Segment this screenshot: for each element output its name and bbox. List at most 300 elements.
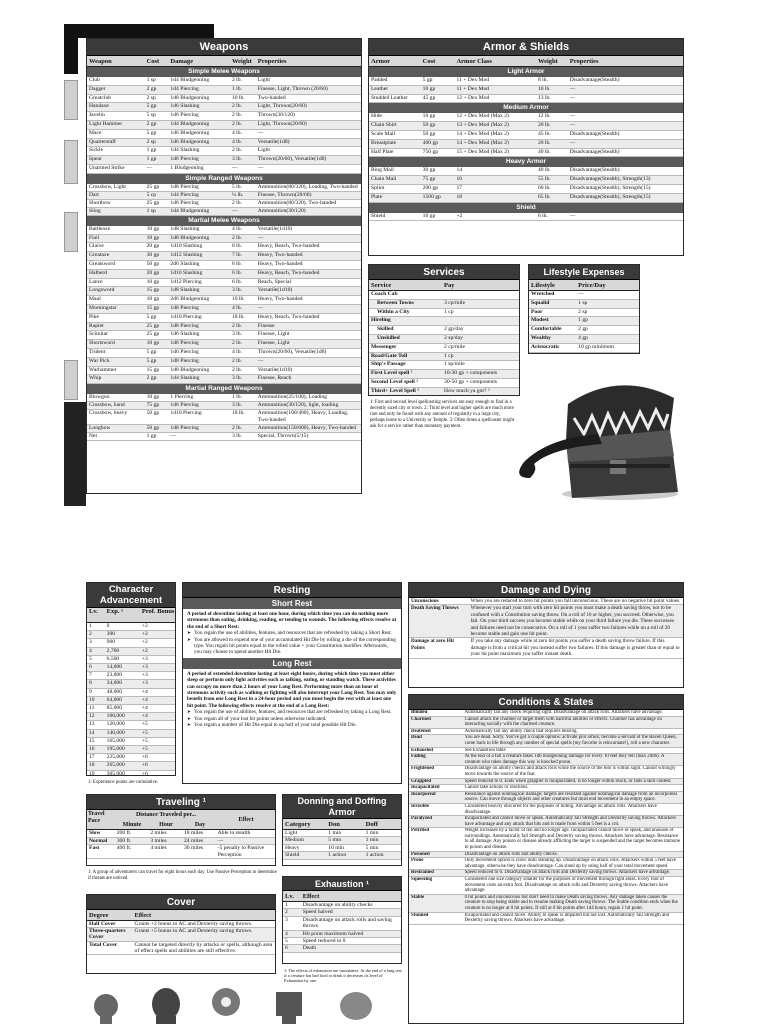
table-cell: Coach Cab	[371, 291, 398, 297]
table-cell: Skilled	[377, 326, 394, 333]
table-cell: 23,000	[106, 672, 123, 679]
table-cell: Grants +5 bonus to AC and Dexterity saving throws.	[134, 928, 253, 935]
table-cell: Dart	[89, 191, 99, 198]
table-cell: 15 + Dex Mod (Max 2)	[456, 148, 509, 155]
resting-title: Resting	[183, 583, 401, 598]
table-row	[409, 816, 683, 828]
services-title: Services	[369, 265, 519, 280]
table-cell: 2,700	[106, 647, 120, 654]
table-cell: Rapier	[89, 322, 104, 329]
table-cell: You are dead. Sorry. You've got a couple options: activate plot armor, become a servant of the Raven Queen, come back to life through any number of special spells (my favorite is reincarnate!), roll a new character.	[464, 735, 677, 746]
table-cell: Automatically fail any ability check that requires hearing.	[464, 728, 578, 734]
table-cell: Quarterstaff	[89, 138, 116, 145]
table-cell: —	[257, 234, 264, 241]
table-cell: Disadvantage(Stealth)	[569, 77, 620, 83]
table-cell: Ammunition(30/120), light, loading	[257, 402, 339, 409]
table-cell: 14 + Dex Mod (Max 2)	[456, 130, 509, 137]
table-cell: 1d6 Piercing	[170, 340, 199, 347]
exhaustion-table	[283, 902, 401, 953]
table-row	[87, 433, 361, 441]
minute-header: Minute	[122, 822, 142, 828]
table-cell: 1 lb.	[231, 394, 242, 401]
table-cell: —	[569, 85, 576, 92]
table-cell: 900	[106, 639, 116, 646]
table-cell: 1 cp	[444, 352, 454, 359]
table-cell: Disadvantage(Stealth), Strength(15)	[569, 184, 651, 191]
table-row	[87, 208, 361, 216]
column-header: Weight	[537, 58, 558, 65]
table-cell: 1d8 Piercing	[170, 425, 199, 432]
table-cell: Greatclub	[89, 94, 112, 101]
table-cell: 3 miles	[150, 837, 167, 844]
table-cell: 1d8 Bludgeoning	[170, 94, 210, 101]
table-cell: 5 gp	[422, 77, 433, 83]
column-header: Armor Class	[456, 58, 492, 65]
table-cell: 1d10 Piercing	[170, 313, 202, 320]
table-cell: 24 miles	[184, 837, 204, 844]
long-rest-intro: A period of extended downtime lasting at least eight hours, during which time you must either sleep or perform only light activities such as talking, eating, or standing watch. These activities can occupy no more than 2 hours of your Long Rest. Performing more than an hour of strenuous activity such as walking or fighting will also interrupt your Long Rest. You may only benefit from one Long Rest in a 24-hour period and you must begin the rest with at least one hit point. The following effects resolve at the end of a Long Rest:	[187, 670, 397, 709]
table-row	[369, 140, 683, 149]
table-cell: 2 sp/day	[444, 334, 463, 341]
table-cell: 100,000	[106, 713, 125, 720]
short-rest-item: ➤ You regain the use of abilities, features, and resources that are refreshed by taking a Short Rest.	[187, 630, 397, 636]
table-cell: 1d8 Slashing	[170, 225, 200, 232]
table-cell: 17	[89, 754, 95, 761]
donning-header	[283, 819, 401, 830]
table-row	[87, 664, 175, 672]
table-cell: Finesse, Light	[257, 340, 290, 347]
table-cell: 2 lb.	[231, 199, 242, 206]
table-row	[529, 309, 639, 318]
table-cell: 25 gp	[146, 322, 160, 329]
table-cell: Incapacitated and cannot move or speak. Automatically fail Strength and Dexterity saving throws. Attackers have advantage and any attack that hits and is made from within 5 feet is a crit.	[464, 816, 677, 827]
table-cell: 2 lb.	[231, 120, 242, 127]
table-cell: Comfortable	[531, 326, 562, 333]
table-cell: +2	[141, 631, 148, 638]
table-cell: 20 lb.	[537, 122, 551, 129]
table-cell: Thrown(30/120)	[257, 112, 295, 119]
table-cell: 50 gp	[422, 130, 436, 137]
table-cell: Unskilled	[377, 334, 400, 341]
table-cell: Versatile(1d10)	[257, 225, 293, 232]
table-row	[87, 165, 361, 174]
table-row	[87, 252, 361, 261]
table-cell: Light Hammer	[89, 120, 123, 127]
table-cell: 1 min	[365, 837, 379, 844]
conditions-title: Conditions & States	[409, 695, 683, 710]
lifestyle-title: Lifestyle Expenses	[529, 265, 639, 280]
table-cell: +5	[141, 737, 148, 744]
table-cell: +3	[141, 672, 148, 679]
table-row	[87, 226, 361, 235]
table-row	[87, 631, 175, 639]
table-cell: Ship's Passage	[371, 361, 406, 368]
table-cell: 10 gp	[422, 212, 436, 219]
table-cell: 1 gp	[146, 433, 157, 440]
table-cell: +2	[456, 212, 463, 219]
column-header: Category	[285, 821, 311, 828]
table-row	[369, 185, 683, 194]
table-cell: When you are reduced to zero hit points you fall unconscious. These are no negative hit point values.	[470, 598, 681, 604]
table-row	[87, 375, 361, 384]
martial-melee-table	[87, 226, 361, 384]
table-cell: Whip	[89, 375, 102, 382]
table-cell: 6	[285, 945, 288, 952]
table-cell: 10 lb.	[231, 296, 245, 303]
table-cell: Aristocratic	[531, 343, 560, 350]
table-cell: Speed halved	[302, 909, 333, 916]
table-cell: 2 lb.	[231, 112, 242, 119]
traveling-panel	[86, 794, 276, 866]
table-cell: +5	[141, 721, 148, 728]
table-row	[87, 95, 361, 104]
table-cell: Ammunition(30/120)	[257, 207, 306, 214]
damage-dying-title: Damage and Dying	[409, 583, 683, 598]
table-row	[283, 945, 401, 952]
table-cell: Invisible	[411, 803, 429, 809]
table-cell: At the end of a fall a creature takes 1d6 bludgeoning damage for every 10 feet they fell (max 20d6). A creature who takes damage this way is knocked prone.	[464, 754, 665, 765]
table-row	[409, 766, 683, 778]
column-header: Properties	[257, 58, 287, 65]
table-cell: Road/Gate Toll	[371, 352, 408, 359]
table-cell: 1d6 Piercing	[170, 156, 199, 163]
table-cell: 16	[456, 176, 463, 183]
table-row	[87, 147, 361, 156]
advancement-panel	[86, 582, 176, 776]
table-row	[369, 122, 683, 131]
table-row	[283, 902, 401, 909]
table-cell: Heavy, Reach, Two-handed	[257, 243, 320, 250]
table-row	[87, 754, 175, 762]
table-cell: Cannot take actions or reactions.	[464, 785, 529, 791]
table-cell: Falling	[411, 754, 426, 760]
table-cell: +3	[141, 680, 148, 687]
table-cell: —	[257, 304, 264, 311]
table-cell: Ammunition(25/100), Loading	[257, 394, 328, 401]
table-cell: Unarmed Strike	[89, 164, 125, 171]
table-cell: 10 gp minimum	[578, 343, 614, 350]
table-cell: Dead	[411, 735, 422, 741]
table-cell: +2	[141, 623, 148, 629]
table-cell: Light, Thrown(20/60)	[257, 103, 307, 110]
table-cell: +5	[141, 729, 148, 736]
armor-title: Armor & Shields	[369, 39, 683, 56]
heavy-armor-table	[369, 167, 683, 202]
table-cell: 3 lb.	[231, 433, 242, 440]
table-row	[87, 314, 361, 323]
long-rest-text	[183, 669, 401, 731]
table-cell: Disadvantage on ability checks	[302, 902, 373, 908]
table-cell: 1d6 Piercing	[170, 199, 199, 206]
table-cell: Dagger	[89, 85, 106, 92]
table-cell: Messenger	[371, 343, 397, 350]
table-row	[87, 830, 275, 838]
table-row	[369, 86, 683, 95]
table-cell: 1d8 Bludgeoning	[170, 234, 210, 241]
table-row	[369, 213, 683, 222]
cover-panel	[86, 894, 276, 974]
table-row	[409, 785, 683, 792]
donning-title: Donning and Doffing Armor	[283, 795, 401, 819]
table-cell: Lance	[89, 278, 103, 285]
table-cell: How much ya got? ³	[444, 387, 490, 394]
table-cell: +4	[141, 705, 148, 712]
table-row	[87, 928, 275, 941]
table-row	[87, 279, 361, 288]
table-cell: Squeezing	[411, 877, 433, 883]
table-cell: 18 miles	[184, 830, 204, 836]
table-cell: Versatile(1d10)	[257, 287, 293, 294]
services-footnote: 1: First and second level spellcasting services are easy enough to find in a decently sized city or town. 2: Third level and higher spells are much more rare and only be found with any amount of regularity in a large city, perhaps home to a University or Temple. 3: Often times a spellcaster might ask for a service rather than monetary payment.	[370, 400, 515, 429]
table-cell: Squalid	[531, 299, 550, 306]
table-cell: Incapacitated and cannot move. Ability to speak is impaired but not lost. Automatically fail Strength and Dexterity saving throws. Attackers have advantage.	[464, 912, 670, 924]
table-cell: Versatile(1d10)	[257, 366, 293, 373]
table-cell: —	[231, 164, 238, 171]
table-cell: 2	[285, 909, 288, 916]
table-cell: 1d4 Bludgeoning	[170, 77, 210, 83]
table-cell: 225,000	[106, 754, 125, 761]
traveling-title: Traveling ¹	[87, 795, 275, 810]
column-header: Lifestyle	[531, 282, 555, 289]
table-cell: 1 action	[328, 852, 347, 859]
table-cell: 75 gp	[146, 402, 160, 409]
table-cell: —	[569, 113, 576, 120]
table-cell: 1500 gp	[422, 193, 441, 200]
services-header	[369, 280, 519, 291]
long-rest-item: ➤ You regain the use of abilities, features, and resources that are refreshed by taking a Long Rest.	[187, 709, 397, 715]
short-rest-text	[183, 609, 401, 658]
table-row	[409, 852, 683, 859]
light-armor-title: Light Armor	[369, 67, 683, 77]
table-row	[409, 754, 683, 766]
table-cell: —	[569, 139, 576, 146]
table-cell: 5 gp	[146, 348, 157, 355]
column-header: Lv.	[285, 893, 294, 900]
table-cell: 1d10 Slashing	[170, 243, 203, 250]
advancement-footnote: 1: Experience points are cumulative.	[88, 780, 159, 785]
table-cell: 5 sp	[146, 112, 156, 119]
table-cell: Ammunition(100/400), Heavy, Loading, Two-handed	[257, 410, 349, 424]
table-cell: 2 lb.	[231, 340, 242, 347]
table-row	[87, 340, 361, 349]
table-cell: Speed reduced to 0. Ends when grappler is incapacitated, is no longer within reach, or falls a skill contest.	[464, 778, 672, 784]
table-cell: Incorporeal	[411, 791, 436, 797]
table-cell: 165,000	[106, 737, 125, 744]
table-cell: Greatsword	[89, 260, 116, 267]
table-cell: Total Cover	[89, 941, 118, 948]
table-row	[369, 131, 683, 140]
table-cell: 15	[89, 737, 95, 744]
table-cell: Leather	[371, 85, 389, 92]
table-row	[87, 358, 361, 367]
table-cell: 10 gp	[146, 234, 160, 241]
table-cell: 4	[285, 930, 288, 937]
table-cell: 13	[89, 721, 95, 728]
table-row	[369, 344, 519, 353]
table-cell: 195,000	[106, 746, 125, 753]
travel-pace-header: Travel Pace	[88, 811, 105, 824]
table-cell: 120,000	[106, 721, 125, 728]
table-cell: Greataxe	[89, 252, 110, 259]
table-cell: 200 gp	[422, 184, 439, 191]
column-header: Lv.	[89, 608, 98, 615]
table-row	[87, 921, 275, 928]
table-cell: Crossbow, heavy	[89, 410, 128, 417]
table-cell: 8 lb.	[537, 77, 548, 83]
table-cell: 1 gp	[146, 147, 157, 154]
table-cell: 4 lb.	[231, 129, 242, 136]
table-cell: 1 sp	[146, 207, 156, 214]
creature-illustrations	[86, 978, 402, 1024]
table-cell: Chain Mail	[371, 176, 397, 183]
table-row	[529, 300, 639, 309]
table-cell: Unconscious	[411, 598, 439, 604]
table-row	[369, 176, 683, 185]
table-row	[87, 270, 361, 279]
side-tab-1	[64, 80, 78, 120]
table-cell: 5	[285, 938, 288, 945]
table-row	[369, 353, 519, 362]
table-cell: 1d4 Slashing	[170, 375, 200, 382]
column-header: Pay	[444, 282, 455, 289]
table-cell: Padded	[371, 77, 388, 83]
table-cell: Third+ Level Spell ³	[371, 387, 419, 394]
table-row	[369, 300, 519, 309]
table-cell: 65 lb.	[537, 193, 551, 200]
table-cell: 1d8 Piercing	[170, 357, 199, 364]
long-rest-title: Long Rest	[183, 658, 401, 669]
table-cell: If you take any damage while at zero hit points you suffer a death saving throw failure. If this damage is from a critical hit you instead suffer two failures. If this damage is greater than or equal to your hit point maximum you suffer instant death.	[470, 638, 680, 658]
table-cell	[442, 291, 519, 299]
table-cell: Only movement option is crawl until standing up. Disadvantage on attack rolls. Attackers within 5 feet have advantage, otherwise they have disadvantage. Can stand up by using half of your total movement speed.	[464, 858, 676, 869]
table-cell: ¼ lb.	[231, 191, 244, 198]
table-cell: 5	[89, 655, 92, 662]
column-header: Exp. ¹	[106, 608, 124, 615]
table-cell: Scale Mail	[371, 130, 396, 137]
table-cell: 2 gp/day	[444, 326, 464, 333]
table-row	[369, 291, 519, 300]
table-cell: 1 cp	[444, 308, 454, 315]
table-row	[283, 917, 401, 931]
table-cell: 64,000	[106, 696, 123, 703]
table-row	[87, 287, 361, 296]
table-cell: 12	[89, 713, 95, 720]
table-cell: Flail	[89, 234, 100, 241]
table-cell: 2d6 Slashing	[170, 260, 200, 267]
table-row	[529, 326, 639, 335]
cover-title: Cover	[87, 895, 275, 910]
table-cell: 30 miles	[184, 845, 204, 851]
table-cell: 1d12 Piercing	[170, 278, 202, 285]
table-row	[87, 121, 361, 130]
table-cell: Heavy	[285, 844, 300, 851]
table-cell: 4 lb.	[231, 138, 242, 145]
table-cell: 2 gp	[146, 120, 157, 127]
table-cell: Studded Leather	[371, 94, 408, 101]
table-cell: War Pick	[89, 357, 110, 364]
table-cell: Versatile(1d8)	[257, 138, 290, 145]
table-cell: Hireling	[371, 317, 391, 324]
table-cell: 400 gp	[422, 139, 439, 146]
table-cell: 1 lb.	[231, 85, 242, 92]
table-row	[409, 804, 683, 816]
table-cell: 1 Piercing	[170, 394, 194, 401]
table-cell: —	[569, 94, 576, 101]
table-cell: 18 lb.	[231, 313, 245, 320]
table-cell: Heavy, Two-handed	[257, 252, 303, 259]
table-cell: 10	[89, 696, 95, 703]
table-cell: +2	[141, 639, 148, 646]
traveling-header	[87, 810, 275, 830]
table-cell: 11 + Dex Mod	[456, 85, 490, 92]
table-cell: 25 gp	[146, 183, 160, 190]
table-cell: 1d10 Piercing	[170, 410, 202, 417]
table-row	[409, 717, 683, 729]
table-cell: 2 lb.	[231, 147, 242, 154]
table-row	[369, 113, 683, 122]
table-cell: 3 lb.	[231, 331, 242, 338]
table-row	[87, 746, 175, 754]
table-cell: Deafened	[411, 728, 431, 734]
table-cell: 1 sp	[578, 299, 588, 306]
advancement-title: Character Advancement	[87, 583, 175, 608]
column-header: Effect	[302, 893, 320, 900]
table-cell: Stunned	[411, 912, 429, 918]
table-row	[409, 913, 683, 925]
table-cell: 10 gp	[422, 113, 436, 120]
table-cell: Crossbow, hand	[89, 402, 125, 409]
table-cell: 60 lb.	[537, 184, 551, 191]
column-header: Weapon	[89, 58, 112, 65]
table-row	[283, 845, 401, 852]
table-cell: 300 ft.	[116, 837, 132, 844]
table-cell: Thrown(20/60), Versatile(1d8)	[257, 348, 327, 355]
damage-dying-table	[409, 598, 683, 659]
table-cell: Ammunition(150/600), Heavy, Two-handed	[257, 425, 357, 432]
table-row	[409, 828, 683, 851]
table-row	[409, 779, 683, 786]
table-cell: 2 sp	[146, 94, 156, 101]
distance-header: Distance Traveled per...	[135, 812, 197, 818]
table-row	[87, 730, 175, 738]
table-cell: +6	[141, 762, 148, 769]
table-cell: —	[146, 164, 153, 171]
table-cell: 1	[89, 623, 92, 629]
table-cell: Normal	[89, 837, 108, 844]
table-cell: Disadvantage(Stealth)	[569, 130, 620, 137]
table-row	[409, 748, 683, 755]
table-row	[369, 326, 519, 335]
table-row	[283, 931, 401, 938]
table-cell: 1 gp	[146, 156, 157, 163]
column-header: Effect	[134, 912, 152, 919]
side-tab-4	[64, 360, 78, 400]
cover-table	[87, 921, 275, 955]
table-cell: 1d4 Slashing	[170, 147, 200, 154]
table-cell: 2 lb.	[231, 425, 242, 432]
table-cell: 1d4 Piercing	[170, 191, 199, 198]
table-cell: Shield	[285, 852, 300, 859]
table-row	[529, 344, 639, 353]
table-cell: 1d6 Slashing	[170, 103, 200, 110]
table-cell: Speed reduced to 0. Disadvantage on attack rolls and Dexterity saving throws. Attackers have advantage.	[464, 870, 671, 876]
table-cell: Scimitar	[89, 331, 108, 338]
long-rest-item: ➤ You regain a number of Hit Die equal to up half of your total possible Hit Die.	[187, 722, 397, 728]
table-cell: Chain Shirt	[371, 122, 397, 129]
table-cell: Shortbow	[89, 199, 111, 206]
table-row	[87, 838, 275, 846]
table-cell: 7	[89, 672, 92, 679]
